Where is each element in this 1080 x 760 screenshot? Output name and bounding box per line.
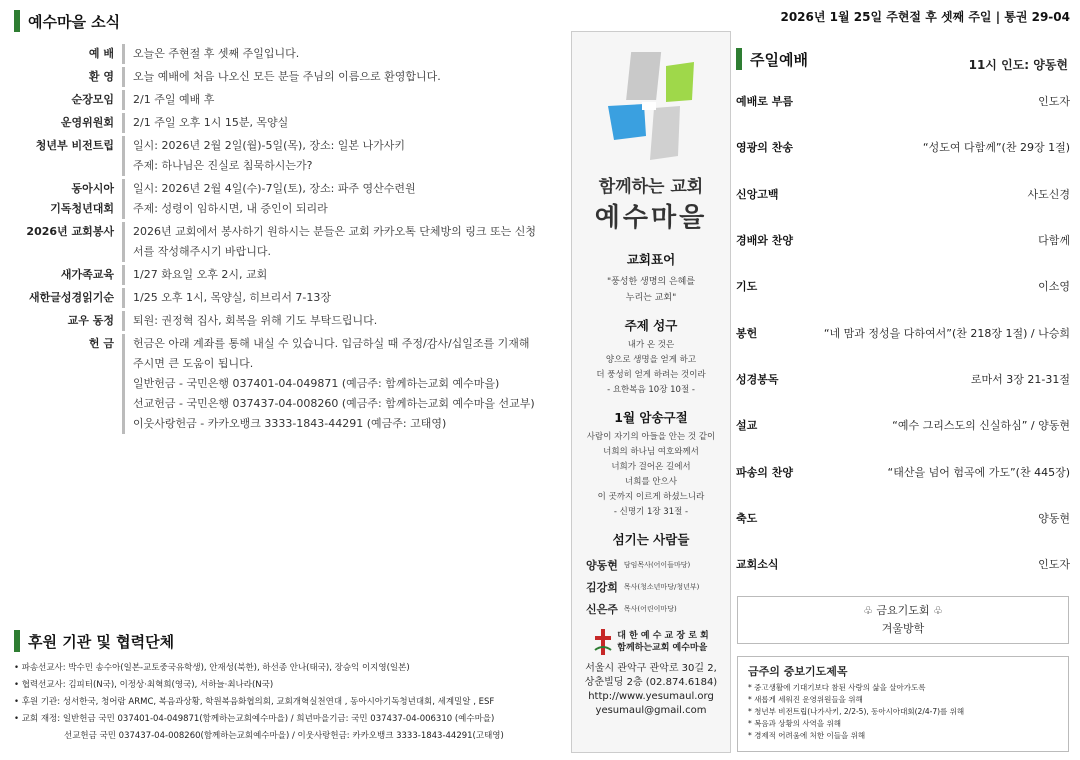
news-separator xyxy=(122,222,125,262)
news-body xyxy=(133,113,550,133)
news-separator xyxy=(122,311,125,331)
news-label-text: 환 영 xyxy=(88,70,114,83)
theme-verse-title: 주제 성구 xyxy=(624,318,678,333)
motto-line: 누리는 교회" xyxy=(625,293,677,303)
worship-item-value: 양동현 xyxy=(1038,511,1070,525)
worship-item-value: “태산을 넘어 험곡에 가도”(찬 445장) xyxy=(887,465,1070,479)
worship-item xyxy=(736,402,1070,448)
address xyxy=(572,662,730,718)
motto-title: 교회표어 xyxy=(626,252,676,267)
worship-item-value: 로마서 3장 21-31절 xyxy=(970,372,1070,386)
motto-line: "풍성한 생명의 은혜를 xyxy=(606,277,696,287)
news-line: 일시: 2026년 2월 2일(월)-5일(목), 장소: 일본 나가사키 xyxy=(133,139,406,152)
friday-prayer-box xyxy=(737,596,1069,644)
memory-line: 이 곳까지 이르게 하셨느니라 xyxy=(597,492,705,502)
memory-line: - 신명기 1장 31절 - xyxy=(613,507,689,517)
memory-line: 사람이 자기의 아들을 안는 것 같이 xyxy=(586,432,716,442)
news-row xyxy=(14,311,550,331)
news-row xyxy=(14,265,550,285)
theme-line: 내가 온 것은 xyxy=(627,340,675,350)
news-row xyxy=(14,136,550,176)
news-line: 퇴원: 권정혁 집사, 회복을 위해 기도 부탁드립니다. xyxy=(133,314,378,327)
worship-item-name: 신앙고백 xyxy=(736,187,779,201)
news-line: 주시면 큰 도움이 됩니다. xyxy=(133,357,254,370)
worship-item xyxy=(736,171,1070,217)
news-label xyxy=(14,265,122,285)
worship-item-value: “네 맘과 정성을 다하여서”(찬 218장 1절) / 나승희 xyxy=(823,326,1070,340)
news-label xyxy=(14,113,122,133)
servants-title: 섬기는 사람들 xyxy=(612,532,690,547)
news-label-text: 새가족교육 xyxy=(60,268,114,281)
worship-item-name: 봉헌 xyxy=(736,326,758,340)
news-body xyxy=(133,67,550,87)
worship-item-value: 사도신경 xyxy=(1027,187,1070,201)
worship-item-value: 다함께 xyxy=(1038,234,1070,248)
news-body xyxy=(133,179,550,219)
news-label-text: 기독청년대회 xyxy=(50,202,114,215)
news-label-text: 순장모임 xyxy=(71,93,114,106)
news-label-text: 새한글성경읽기순 xyxy=(28,291,114,304)
news-separator xyxy=(122,90,125,110)
news-list xyxy=(14,44,550,437)
servant-role: 담임목사(어이들마당) xyxy=(623,561,691,569)
news-label-text: 동아시아 xyxy=(71,182,114,195)
theme-line: 더 풍성히 얻게 하려는 것이라 xyxy=(596,370,706,380)
prayer-item: * 복음과 상황의 사역을 위해 xyxy=(748,719,841,728)
memory-line: 너희를 안으사 xyxy=(625,477,677,487)
theme-line: 양으로 생명을 얻게 하고 xyxy=(605,355,697,365)
servant-name: 신은주 xyxy=(586,603,618,616)
news-line: 2/1 주일 오후 1시 15분, 목양실 xyxy=(133,116,289,129)
news-row xyxy=(14,179,550,219)
news-line: 주제: 하나님은 진실로 침묵하시는가? xyxy=(133,159,313,172)
news-separator xyxy=(122,67,125,87)
worship-item-value: “성도여 다함께”(찬 29장 1절) xyxy=(922,141,1070,155)
news-body xyxy=(133,44,550,64)
worship-item-name: 교회소식 xyxy=(736,558,779,572)
prayer-item: * 경제적 어려움에 처한 이들을 위해 xyxy=(748,731,866,740)
worship-item-name: 축도 xyxy=(736,511,758,525)
news-label xyxy=(14,334,122,434)
prayer-title: 금주의 중보기도제목 xyxy=(748,665,848,678)
worship-item-name: 파송의 찬양 xyxy=(736,465,793,479)
worship-item xyxy=(736,124,1070,170)
servant-role: 목사(청소년마당/청년부) xyxy=(623,583,700,591)
worship-item-value: 인도자 xyxy=(1038,558,1070,572)
news-separator xyxy=(122,44,125,64)
news-line: 선교헌금 - 국민은행 037437-04-008260 (예금주: 함께하는교회 예수마을 선교부) xyxy=(133,397,535,410)
motto-text xyxy=(572,274,730,306)
news-row xyxy=(14,222,550,262)
news-row xyxy=(14,67,550,87)
servant-item xyxy=(586,576,730,598)
date-line: 2026년 1월 25일 주현절 후 셋째 주일 | 통권 29-04 xyxy=(780,10,1070,24)
news-line: 2026년 교회에서 봉사하기 원하시는 분들은 교회 카카오톡 단체방의 링크 또는 신청 xyxy=(133,225,536,238)
news-line: 주제: 성령이 임하시면, 내 증인이 되리라 xyxy=(133,202,328,215)
sponsor-list xyxy=(14,660,559,745)
memory-verse-title: 1월 암송구절 xyxy=(614,410,688,425)
news-label-text: 청년부 비전트립 xyxy=(35,139,114,152)
news-label-text: 예 배 xyxy=(88,47,114,60)
news-line: 서를 작성해주시기 바랍니다. xyxy=(133,245,272,258)
news-row xyxy=(14,44,550,64)
worship-item-name: 경배와 찬양 xyxy=(736,234,793,248)
worship-item xyxy=(736,217,1070,263)
news-row xyxy=(14,288,550,308)
section-bar xyxy=(14,10,20,32)
worship-time-leader: 11시 인도: 양동현 xyxy=(968,58,1068,72)
memory-line: 너희의 하나님 여호와께서 xyxy=(603,447,699,457)
news-label-text: 헌 금 xyxy=(88,337,114,350)
news-line: 2/1 주일 예배 후 xyxy=(133,93,215,106)
theme-line: - 요한복음 10장 10절 - xyxy=(607,385,695,395)
worship-item-value: “예수 그리스도의 신실하심” / 양동현 xyxy=(892,419,1070,433)
news-line: 1/25 오후 1시, 목양실, 히브리서 7-13장 xyxy=(133,291,332,304)
website-link[interactable]: http://www.yesumaul.org xyxy=(588,691,714,702)
friday-prayer-subtitle: 겨울방학 xyxy=(881,622,925,635)
servant-role: 목사(어린이마당) xyxy=(623,605,677,613)
denomination-line: 대 한 예 수 교 장 로 회 xyxy=(617,631,709,641)
servant-name: 양동현 xyxy=(586,559,618,572)
news-body xyxy=(133,90,550,110)
church-name-line1: 함께하는 교회 xyxy=(598,177,704,197)
friday-prayer-title: ♧ 금요기도회 ♧ xyxy=(863,604,943,617)
news-line: 1/27 화요일 오후 2시, 교회 xyxy=(133,268,268,281)
memory-verse-text xyxy=(572,430,730,520)
news-body xyxy=(133,265,550,285)
news-line: 이웃사랑헌금 - 카카오뱅크 3333-1843-44291 (예금주: 고태영) xyxy=(133,417,447,430)
news-separator xyxy=(122,334,125,434)
news-label xyxy=(14,136,122,176)
news-separator xyxy=(122,179,125,219)
worship-item-name: 영광의 찬송 xyxy=(736,141,793,155)
news-row xyxy=(14,113,550,133)
news-separator xyxy=(122,113,125,133)
news-label xyxy=(14,179,122,219)
sponsor-line: • 파송선교사: 박수민 송수아(일본-교토중국유학생), 안재성(북한), 하선종 안나(태국), 장승익 이지영(일본) xyxy=(14,663,410,673)
news-line: 오늘 예배에 처음 나오신 모든 분들 주님의 이름으로 환영합니다. xyxy=(133,70,441,83)
sponsor-line: 선교헌금 국민 037437-04-008260(함께하는교회예수마을) / 이웃사랑헌금: 카카오뱅크 3333-1843-44291(고태영) xyxy=(64,731,504,741)
memory-line: 너희가 걸어온 길에서 xyxy=(611,462,691,472)
servant-item xyxy=(586,598,730,620)
news-label xyxy=(14,311,122,331)
news-body xyxy=(133,288,550,308)
denomination-line: 함께하는교회 예수마을 xyxy=(617,643,708,653)
news-label xyxy=(14,67,122,87)
worship-item xyxy=(736,541,1070,587)
worship-item-name: 성경봉독 xyxy=(736,372,779,386)
prayer-item: * 청년부 비전트립(나가사키, 2/2-5), 동아시아대회(2/4-7)를 위해 xyxy=(748,707,965,716)
prayer-requests-box xyxy=(737,656,1069,752)
news-body xyxy=(133,222,550,262)
worship-item xyxy=(736,309,1070,355)
worship-item xyxy=(736,495,1070,541)
cross-emblem-icon xyxy=(593,628,613,656)
worship-item-value: 인도자 xyxy=(1038,95,1070,109)
sponsor-line: • 협력선교사: 김피터(N국), 이정상·최혁희(영국), 서하늘·최나라(N국) xyxy=(14,680,274,690)
worship-order xyxy=(736,78,1070,587)
worship-item-name: 예배로 부름 xyxy=(736,95,793,109)
prayer-item: * 새롭게 세워진 운영위원들을 위해 xyxy=(748,695,863,704)
news-section-title xyxy=(14,10,120,32)
email-link[interactable]: yesumaul@gmail.com xyxy=(595,705,707,716)
address-line: 서울시 관악구 관악로 30길 2, xyxy=(585,663,717,674)
worship-item xyxy=(736,78,1070,124)
worship-title-text: 주일예배 xyxy=(750,50,808,69)
news-line: 일반헌금 - 국민은행 037401-04-049871 (예금주: 함께하는교회 예수마을) xyxy=(133,377,500,390)
news-body xyxy=(133,136,550,176)
news-label xyxy=(14,222,122,262)
news-row xyxy=(14,334,550,434)
denomination xyxy=(572,628,730,656)
worship-item xyxy=(736,448,1070,494)
worship-section-title xyxy=(736,48,808,70)
news-label-text: 2026년 교회봉사 xyxy=(26,225,114,238)
sponsors-section-title xyxy=(14,630,174,652)
theme-verse-text xyxy=(572,338,730,398)
section-bar xyxy=(14,630,20,652)
worship-item xyxy=(736,356,1070,402)
worship-item xyxy=(736,263,1070,309)
worship-item-name: 설교 xyxy=(736,419,758,433)
worship-item-name: 기도 xyxy=(736,280,758,294)
news-separator xyxy=(122,288,125,308)
news-title-text: 예수마을 소식 xyxy=(28,12,121,31)
news-label xyxy=(14,90,122,110)
news-label-text: 교우 동정 xyxy=(67,314,114,327)
news-line: 헌금은 아래 계좌를 통해 내실 수 있습니다. 입금하실 때 주정/감사/십일조를 기재해 xyxy=(133,337,530,350)
church-logo-icon xyxy=(596,44,706,164)
news-separator xyxy=(122,136,125,176)
news-label xyxy=(14,44,122,64)
section-bar xyxy=(736,48,742,70)
sponsor-line: • 후원 기관: 성서한국, 청어람 ARMC, 복음과상황, 학원복음화협의회, 교회개혁실천연대 , 동아시아기독청년대회, 세계밀알 , ESF xyxy=(14,697,495,707)
news-label-text: 운영위원회 xyxy=(60,116,114,129)
news-body xyxy=(133,334,550,434)
worship-item-value: 이소영 xyxy=(1038,280,1070,294)
servant-name: 김강희 xyxy=(586,581,618,594)
servant-item xyxy=(586,554,730,576)
news-separator xyxy=(122,265,125,285)
church-name-line2: 예수마을 xyxy=(594,203,708,233)
news-row xyxy=(14,90,550,110)
news-line: 일시: 2026년 2월 4일(수)-7일(토), 장소: 파주 영산수련원 xyxy=(133,182,416,195)
address-line: 상춘빌딩 2층 (02.874.6184) xyxy=(584,677,718,688)
news-body xyxy=(133,311,550,331)
church-info-panel xyxy=(571,31,731,753)
news-label xyxy=(14,288,122,308)
sponsor-line: • 교회 재정: 일반헌금 국민 037401-04-049871(함께하는교회예수마을) / 희년마을기금: 국민 037437-04-006310 (예수마을) xyxy=(14,714,495,724)
prayer-item: * 중고생활에 기대기보다 참된 사랑의 삶을 살아가도록 xyxy=(748,683,926,692)
sponsors-title-text: 후원 기관 및 협력단체 xyxy=(28,632,175,651)
news-line: 오늘은 주현절 후 셋째 주일입니다. xyxy=(133,47,300,60)
